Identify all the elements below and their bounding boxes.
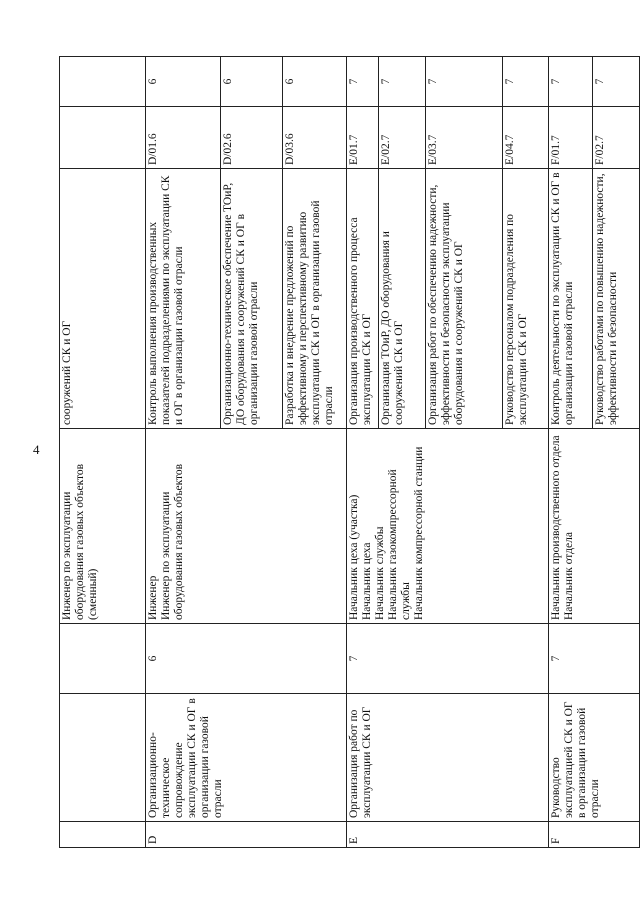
function-level-D-2: 6: [221, 57, 283, 107]
position-F-1: Начальник производственного отдела: [550, 435, 562, 620]
function-F-2: Руководство работами по повышению надежности, эффективности и безопасности: [593, 169, 640, 429]
position-D-2: Инженер по эксплуатации оборудования газовых объектов: [160, 463, 185, 620]
gtf-code-E: E: [347, 822, 549, 848]
rotated-table-container: [59, 57, 619, 848]
gtf-name-D: Организационно-техническое сопровождение эксплуатации СК и ОГ в организации газовой отрасли: [146, 694, 347, 822]
positions-E: [347, 429, 549, 624]
function-code-E-4: E/04.7: [503, 107, 549, 169]
page-number: 4: [33, 442, 40, 457]
continuation-row: [60, 57, 146, 848]
function-code-D-1: D/01.6: [146, 107, 221, 169]
function-level-E-2: 7: [379, 57, 426, 107]
position-D-1: Инженер: [147, 575, 159, 620]
table-row-F-1: [549, 57, 593, 848]
cont-level-cell: [60, 624, 146, 694]
table-row-E-1: [347, 57, 379, 848]
function-D-1: Контроль выполнения производственных показателей подразделениями по эксплуатации СК и ОГ в организации газовой отрасли: [146, 169, 221, 429]
function-level-E-1: 7: [347, 57, 379, 107]
gtf-code-D: D: [146, 822, 347, 848]
position-E-2: Начальник цеха: [361, 542, 373, 620]
cont-name-cell: [60, 694, 146, 822]
gtf-name-E: Организация работ по эксплуатации СК и ОГ: [347, 694, 549, 822]
function-level-F-2: 7: [593, 57, 640, 107]
function-F-1: Контроль деятельности по эксплуатации СК и ОГ в организации газовой отрасли: [549, 169, 593, 429]
function-E-1: Организация производственного процесса эксплуатации СК и ОГ: [347, 169, 379, 429]
function-code-D-3: D/03.6: [283, 107, 347, 169]
function-code-F-1: F/01.7: [549, 107, 593, 169]
cont-flevel-cell: [60, 57, 146, 107]
function-E-4: Руководство персоналом подразделения по эксплуатации СК и ОГ: [503, 169, 549, 429]
position-E-4: Начальник газокомпрессорной службы: [387, 469, 412, 620]
gtf-name-F: Руководство эксплуатацией СК и ОГ в организации газовой отрасли: [549, 694, 640, 822]
function-E-2: Организация ТОиР, ДО оборудования и сооружений СК и ОГ: [379, 169, 426, 429]
rotated-table-area: [59, 57, 619, 848]
cont-code-cell: [60, 822, 146, 848]
cont-fcode-cell: [60, 107, 146, 169]
gtf-code-F: F: [549, 822, 640, 848]
function-code-D-2: D/02.6: [221, 107, 283, 169]
position-F-2: Начальник отдела: [563, 532, 575, 620]
qualification-table: [59, 56, 640, 848]
gtf-level-F: 7: [549, 624, 640, 694]
function-level-F-1: 7: [549, 57, 593, 107]
function-E-3: Организация работ по обеспечению надежности, эффективности и безопасности эксплуатации оборудования и сооружений СК и ОГ: [426, 169, 503, 429]
position-E-1: Начальник цеха (участка): [348, 494, 360, 620]
position-E-3: Начальник службы: [374, 526, 386, 620]
positions-D: [146, 429, 347, 624]
positions-F: [549, 429, 640, 624]
function-code-E-2: E/02.7: [379, 107, 426, 169]
function-level-E-4: 7: [503, 57, 549, 107]
function-code-F-2: F/02.7: [593, 107, 640, 169]
function-level-E-3: 7: [426, 57, 503, 107]
function-level-D-3: 6: [283, 57, 347, 107]
function-D-2: Организационно-техническое обеспечение ТОиР, ДО оборудования и сооружений СК и ОГ в организации газовой отрасли: [221, 169, 283, 429]
function-D-3: Разработка и внедрение предложений по эффективному и перспективному развитию эксплуатации СК и ОГ в организации газовой отрасли: [283, 169, 347, 429]
cont-position-cell: Инженер по эксплуатации оборудования газовых объектов (сменный): [60, 429, 146, 624]
gtf-level-D: 6: [146, 624, 347, 694]
cont-function-cell: сооружений СК и ОГ: [60, 169, 146, 429]
gtf-level-E: 7: [347, 624, 549, 694]
function-code-E-1: E/01.7: [347, 107, 379, 169]
function-level-D-1: 6: [146, 57, 221, 107]
position-E-5: Начальник компрессорной станции: [413, 446, 425, 620]
table-row-D-1: [146, 57, 221, 848]
function-code-E-3: E/03.7: [426, 107, 503, 169]
